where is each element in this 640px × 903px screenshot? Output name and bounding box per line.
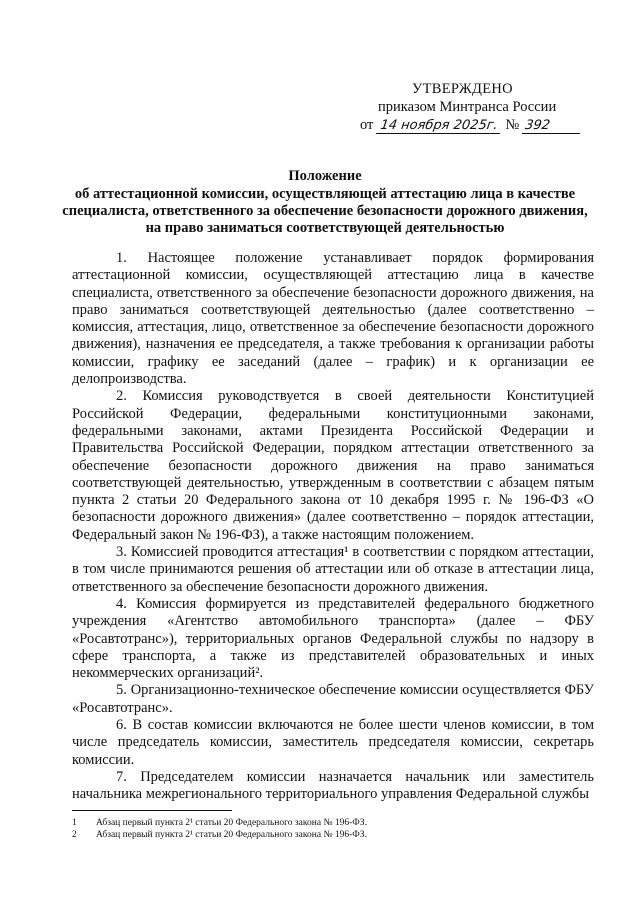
approval-date-line	[360, 116, 600, 134]
approval-heading: УТВЕРЖДЕНО	[412, 81, 513, 97]
approval-date-handwritten: 14 ноября 2025г.	[376, 118, 502, 134]
approval-number-sign: №	[505, 117, 520, 133]
footnote-text: Абзац первый пункта 2¹ статьи 20 Федерального закона № 196-ФЗ.	[96, 818, 367, 828]
approval-number-handwritten: 392	[522, 118, 582, 134]
paragraph-6: 6. В состав комиссии включаются не более шести членов комиссии, в том числе председатель комиссии, заместитель председателя комиссии, секретарь комиссии.	[72, 717, 594, 768]
approval-block	[360, 80, 600, 134]
paragraph-4: 4. Комиссия формируется из представителей федерального бюджетного учреждения «Агентство автомобильного транспорта» (далее – ФБУ «Росавтотранс»), территориальных органов Федеральной службы по надзору в сфере транспорта, а также из представителей образовательных и иных некоммерческих организаций².	[72, 595, 594, 682]
paragraph-3: 3. Комиссией проводится аттестация¹ в соответствии с порядком аттестации, в том числе принимаются решения об аттестации или об отказе в аттестации лица, ответственного за обеспечение безопасности дорожного движения.	[72, 544, 594, 595]
footnote-1	[72, 817, 592, 829]
approval-order-line: приказом Минтранса России	[378, 99, 557, 115]
paragraph-7: 7. Председателем комиссии назначается начальник или заместитель начальника межрегионального территориального управления Федеральной службы	[72, 768, 594, 803]
paragraph-1: 1. Настоящее положение устанавливает порядок формирования аттестационной комиссии, осуществляющей аттестацию лица в качестве специалиста, ответственного за обеспечение безопасности дорожного движения, на право заниматься соответствующей деятельностью (далее соответственно – комиссия, аттестация, лицо, ответственное за обеспечение безопасности дорожного движения), назначения ее председателя, а также требования к организации работы комиссии, графику ее заседаний (далее – график) и к организации ее делопроизводства.	[72, 250, 594, 388]
footnote-separator	[72, 810, 232, 811]
document-body	[72, 250, 594, 804]
paragraph-2: 2. Комиссия руководствуется в своей деятельности Конституцией Российской Федерации, федеральными конституционными законами, федеральными законами, актами Президента Российской Федерации и Правительства Российской Федерации, порядком аттестации ответственного за обеспечение безопасности дорожного движения на право заниматься соответствующей деятельностью, утвержденным в соответствии с абзацем пятым пункта 2 статьи 20 Федерального закона от 10 декабря 1995 г. № 196-ФЗ «О безопасности дорожного движения» (далее соответственно – порядок аттестации, Федеральный закон № 196-ФЗ), а также настоящим положением.	[72, 388, 594, 543]
footnote-2	[72, 829, 592, 841]
footnotes	[72, 817, 592, 841]
footnote-number: 1	[72, 818, 77, 828]
document-title-main: Положение	[288, 168, 362, 184]
paragraph-5: 5. Организационно-техническое обеспечение комиссии осуществляется ФБУ «Росавтотранс».	[72, 682, 594, 716]
document-title	[60, 168, 590, 237]
footnote-text: Абзац первый пункта 2¹ статьи 20 Федерального закона № 196-ФЗ.	[96, 830, 367, 840]
approval-from-label: от	[360, 117, 374, 133]
document-title-subtitle: об аттестационной комиссии, осуществляющей аттестацию лица в качестве специалиста, ответственного за обеспечение безопасности дорожного движения, на право заниматься соответствующей деятельностью	[62, 186, 588, 236]
footnote-number: 2	[72, 830, 77, 840]
